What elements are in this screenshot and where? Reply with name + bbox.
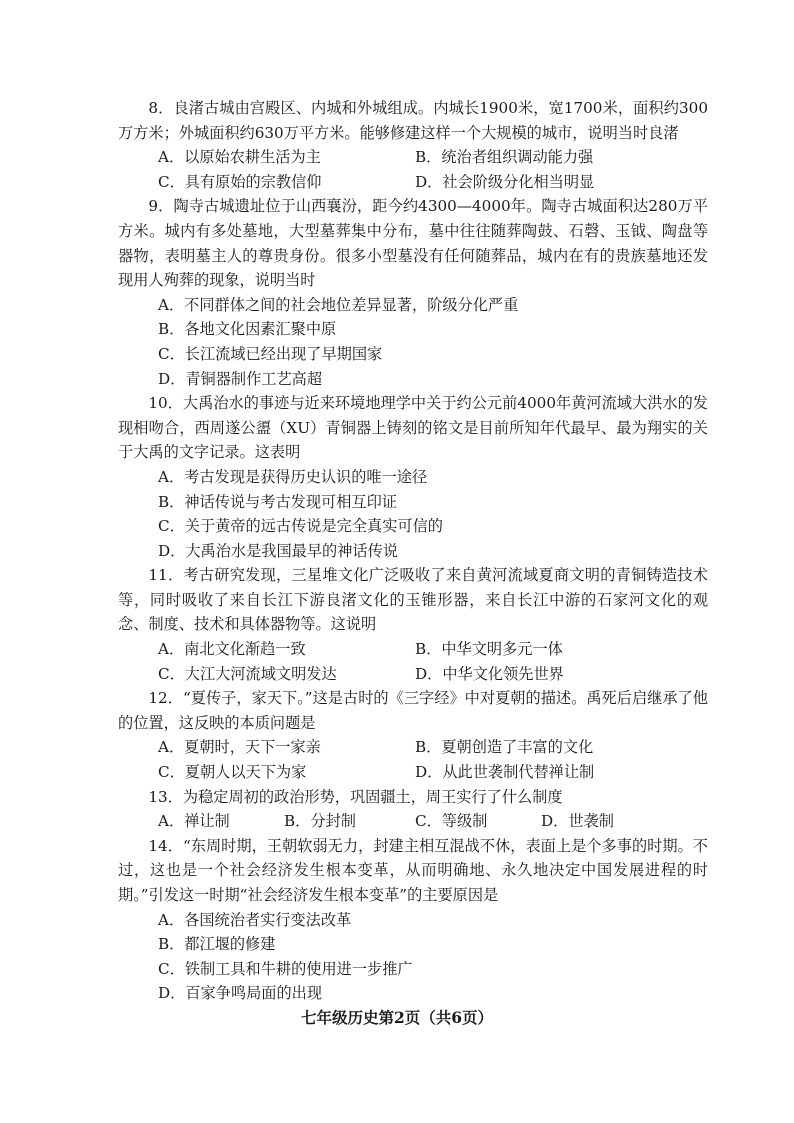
- option-c: C．具有原始的宗教信仰: [158, 172, 322, 191]
- option-row: [118, 170, 708, 195]
- option-row: [118, 735, 708, 760]
- option-row: [118, 809, 708, 834]
- option-b: B．各地文化因素汇聚中原: [158, 320, 337, 339]
- question-stem: 8．良渚古城由宫殿区、内城和外城组成。内城长1900米，宽1700米，面积约300万方米；外城面积约630万平方米。能够修建这样一个大规模的城市，说明当时良渚: [118, 99, 708, 142]
- option-c: C．夏朝人以天下为家: [158, 763, 307, 782]
- option-c: C．铁制工具和牛耕的使用进一步推广: [158, 959, 413, 978]
- option-d: D．社会阶级分化相当明显: [415, 172, 595, 191]
- option-b: B．中华文明多元一体: [415, 640, 563, 659]
- option-b: B．都江堰的修建: [158, 935, 276, 954]
- option-b: B．统治者组织调动能力强: [415, 148, 594, 167]
- option-a: A．各国统治者实行变法改革: [158, 910, 352, 929]
- question-12: [118, 686, 708, 784]
- question-14: [118, 834, 708, 1006]
- question-stem: 14．“东周时期，王朝软弱无力，封建主相互混战不休，表面上是个多事的时期。不过，这也是一个社会经济发生根本变革，从而明确地、永久地决定中国发展进程的时期。”引发这一时期“社会经济发生根本变革”的主要原因是: [118, 836, 708, 904]
- option-d: D．大禹治水是我国最早的神话传说: [158, 541, 398, 560]
- question-11: [118, 563, 708, 686]
- option-c: C．等级制: [415, 812, 488, 831]
- option-d: D．百家争鸣局面的出现: [158, 984, 323, 1003]
- option-d: D．从此世袭制代替禅让制: [415, 763, 595, 782]
- question-stem: 9．陶寺古城遗址位于山西襄汾，距今约4300—4000年。陶寺古城面积达280万平方米。城内有多处墓地，大型墓葬集中分布，墓中往往随葬陶鼓、石磬、玉钺、陶盘等器物，表明墓主人的尊贵身份。很多小型墓没有任何随葬品，城内在有的贵族墓地还发现用人殉葬的现象，说明当时: [118, 197, 708, 290]
- option-row: [118, 145, 708, 170]
- option-a: A．禅让制: [158, 812, 230, 831]
- page-footer: 七年级历史第2页（共6页）: [300, 1008, 494, 1027]
- option-d: D．青铜器制作工艺高超: [158, 369, 323, 388]
- option-a: A．以原始农耕生活为主: [158, 148, 321, 167]
- option-a: A．南北文化渐趋一致: [158, 640, 306, 659]
- option-a: A．不同群体之间的社会地位差异显著，阶级分化严重: [158, 295, 519, 314]
- option-d: D．中华文化领先世界: [415, 664, 564, 683]
- question-stem: 12．“夏传子，家天下。”这是古时的《三字经》中对夏朝的描述。禹死后启继承了他的位置，这反映的本质问题是: [118, 689, 708, 732]
- option-a: A．考古发现是获得历史认识的唯一途径: [158, 467, 428, 486]
- question-9: [118, 194, 708, 391]
- option-c: C．长江流域已经出现了早期国家: [158, 344, 383, 363]
- option-b: B．分封制: [284, 812, 356, 831]
- option-d: D．世袭制: [541, 812, 614, 831]
- question-13: [118, 785, 708, 834]
- question-stem: 13．为稳定周初的政治形势，巩固疆土，周王实行了什么制度: [148, 787, 563, 806]
- option-b: B．夏朝创造了丰富的文化: [415, 738, 594, 757]
- option-row: [118, 760, 708, 785]
- option-row: [118, 662, 708, 687]
- option-row: [118, 637, 708, 662]
- option-a: A．夏朝时，天下一家亲: [158, 738, 321, 757]
- question-list: [118, 96, 708, 1006]
- question-8: [118, 96, 708, 194]
- option-b: B．神话传说与考古发现可相互印证: [158, 492, 397, 511]
- question-stem: 10．大禹治水的事迹与近来环境地理学中关于约公元前4000年黄河流域大洪水的发现相吻合，西周遂公盨（XU）青铜器上铸刻的铭文是目前所知年代最早、最为翔实的关于大禹的文字记录。这表明: [118, 394, 708, 462]
- question-10: [118, 391, 708, 563]
- question-stem: 11．考古研究发现，三星堆文化广泛吸收了来自黄河流域夏商文明的青铜铸造技术等，同时吸收了来自长江下游良渚文化的玉锥形器，来自长江中游的石家河文化的观念、制度、技术和具体器物等。这说明: [118, 566, 708, 634]
- option-c: C．关于黄帝的远古传说是完全真实可信的: [158, 517, 443, 536]
- option-c: C．大江大河流域文明发达: [158, 664, 337, 683]
